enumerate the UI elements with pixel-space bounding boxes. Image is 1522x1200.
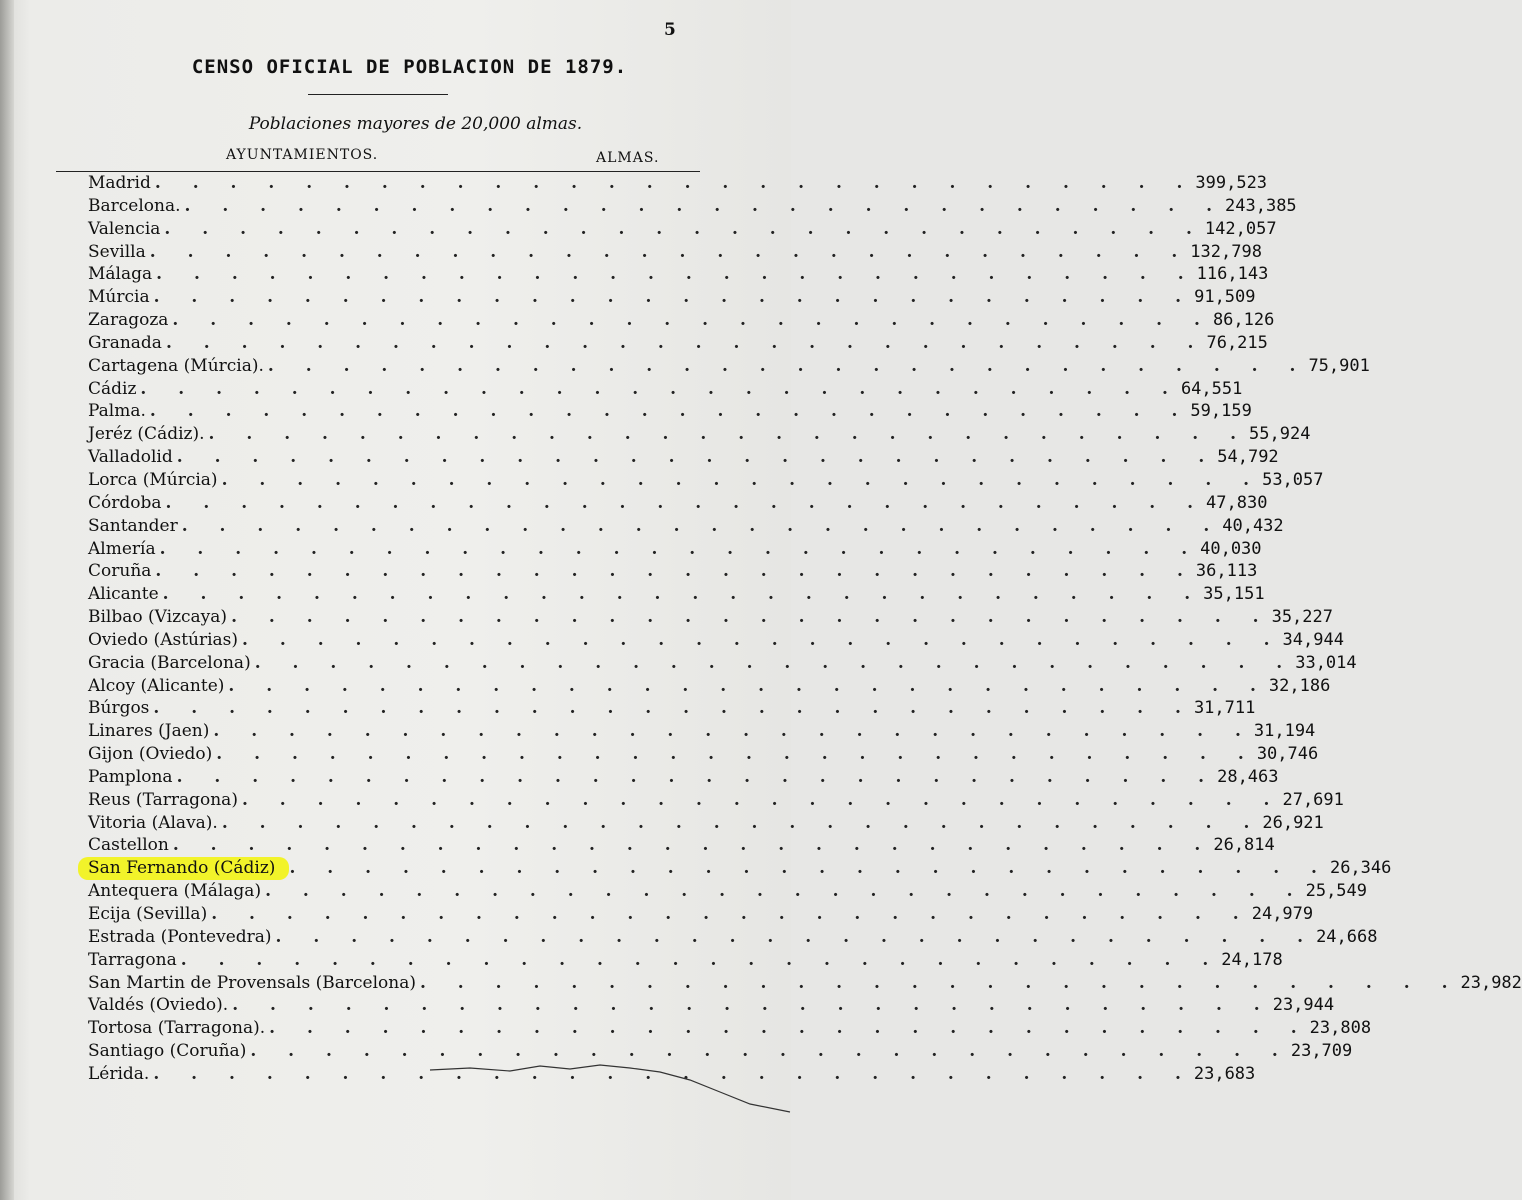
table-row <box>88 1017 1372 1040</box>
table-row <box>88 583 1265 606</box>
page-spine-shadow <box>0 0 14 1200</box>
population-value: 53,057 <box>1262 469 1324 490</box>
table-row <box>88 926 1378 949</box>
municipality-name: Múrcia <box>88 287 150 308</box>
dot-leader: . . . . . . . . . . . . . . . . . . . . . . . . . . . . <box>153 1063 1194 1084</box>
dot-leader: . . . . . . . . . . . . . . . . . . . . . . . . . . . . <box>289 858 1330 879</box>
dot-leader: . . . . . . . . . . . . . . . . . . . . . . . . . . . . <box>275 926 1317 947</box>
table-row <box>88 378 1243 401</box>
table-row <box>88 355 1370 378</box>
title-divider <box>308 94 448 95</box>
population-value: 116,143 <box>1196 264 1269 285</box>
municipality-name: Valladolid <box>88 447 173 468</box>
dot-leader: . . . . . . . . . . . . . . . . . . . . . . . . . . . . <box>153 698 1194 719</box>
municipality-name: Madrid <box>88 173 151 193</box>
municipality-name: Granada <box>88 332 162 353</box>
page-number: 5 <box>664 20 676 40</box>
table-row <box>88 218 1277 241</box>
dot-leader: . . . . . . . . . . . . . . . . . . . . . . . . . . . . <box>165 492 1207 513</box>
table-row <box>88 903 1314 926</box>
dot-leader: . . . . . . . . . . . . . . . . . . . . . . . . . . . . <box>159 538 1201 559</box>
table-row <box>88 515 1284 538</box>
municipality-name: Valencia <box>88 218 161 239</box>
municipality-name: Cádiz <box>88 378 137 399</box>
dot-leader: . . . . . . . . . . . . . . . . . . . . . . . . . . . . <box>180 949 1222 970</box>
page-subtitle: Poblaciones mayores de 20,000 almas. <box>248 114 583 134</box>
dot-leader: . . . . . . . . . . . . . . . . . . . . . . . . . . . . <box>176 766 1218 787</box>
table-row <box>88 972 1522 995</box>
municipality-name: Zaragoza <box>88 310 169 331</box>
table-row <box>88 263 1269 286</box>
dot-leader: . . . . . . . . . . . . . . . . . . . . . . . . . . . . <box>140 378 1181 399</box>
population-value: 25,549 <box>1305 881 1368 902</box>
population-value: 40,432 <box>1222 515 1284 536</box>
column-header-ayuntamientos: AYUNTAMIENTOS. <box>226 147 379 163</box>
dot-leader: . . . . . . . . . . . . . . . . . . . . . . . . . . . . <box>265 881 1306 902</box>
municipality-name: Estrada (Pontevedra) <box>88 926 272 947</box>
population-value: 35,151 <box>1203 584 1265 605</box>
table-row <box>88 606 1333 629</box>
table-row <box>88 994 1335 1017</box>
municipality-name: Gijon (Oviedo) <box>88 744 213 765</box>
dot-leader: . . . . . . . . . . . . . . . . . . . . . . . . . . . . <box>155 561 1196 582</box>
municipality-name: Málaga <box>88 264 153 285</box>
population-value: 23,683 <box>1193 1063 1256 1084</box>
table-row <box>88 309 1275 332</box>
population-value: 34,944 <box>1282 629 1344 650</box>
table-row <box>88 241 1262 264</box>
table-row <box>88 812 1324 835</box>
municipality-name: San Martin de Provensals (Barcelona) <box>88 972 416 993</box>
dot-leader: . . . . . . . . . . . . . . . . . . . . . . . . . . . . <box>176 447 1218 468</box>
table-row <box>88 469 1324 492</box>
dot-leader: . . . . . . . . . . . . . . . . . . . . . . . . . . . . <box>231 607 1272 628</box>
column-header-almas: ALMAS. <box>596 150 660 166</box>
table-row <box>88 492 1268 515</box>
table-row <box>88 1063 1256 1086</box>
population-value: 31,194 <box>1253 721 1316 742</box>
table-row <box>88 743 1319 766</box>
population-value: 59,159 <box>1190 401 1252 422</box>
table-row <box>88 172 1268 195</box>
population-value: 24,668 <box>1316 926 1378 947</box>
table-row <box>88 332 1268 355</box>
population-value: 24,178 <box>1221 949 1283 970</box>
population-value: 30,746 <box>1256 744 1319 765</box>
dot-leader: . . . . . . . . . . . . . . . . . . . . . . . . . . . . <box>228 675 1269 696</box>
dot-leader: . . . . . . . . . . . . . . . . . . . . . . . . . . . . <box>221 812 1263 833</box>
dot-leader: . . . . . . . . . . . . . . . . . . . . . . . . . . . . <box>213 721 1254 742</box>
municipality-name: Alicante <box>88 584 159 605</box>
table-row <box>88 720 1316 743</box>
municipality-name: Tarragona <box>88 949 177 970</box>
population-value: 33,014 <box>1295 652 1357 673</box>
table-row <box>88 766 1279 789</box>
dot-leader: . . . . . . . . . . . . . . . . . . . . . . . . . . . . <box>172 310 1213 331</box>
table-row <box>88 1040 1353 1063</box>
municipality-name: Pamplona <box>88 766 173 787</box>
population-value: 23,709 <box>1290 1041 1353 1062</box>
population-value: 76,215 <box>1206 332 1268 353</box>
population-value: 91,509 <box>1194 287 1256 308</box>
table-row <box>88 675 1331 698</box>
municipality-name: Lérida. <box>88 1063 150 1084</box>
population-value: 23,944 <box>1272 995 1335 1016</box>
population-value: 26,346 <box>1329 858 1392 879</box>
population-value: 64,551 <box>1180 378 1243 399</box>
population-value: 31,711 <box>1193 698 1256 719</box>
municipality-name: Sevilla <box>88 241 146 262</box>
dot-leader: . . . . . . . . . . . . . . . . . . . . . . . . . . . . <box>419 972 1461 993</box>
municipality-name: Córdoba <box>88 492 162 513</box>
municipality-name: Bilbao (Vizcaya) <box>88 607 228 628</box>
dot-leader: . . . . . . . . . . . . . . . . . . . . . . . . . . . . <box>250 1041 1291 1062</box>
municipality-name: Antequera (Málaga) <box>88 881 262 902</box>
municipality-name: Cartagena (Múrcia). <box>88 355 264 376</box>
population-value: 132,798 <box>1190 241 1262 262</box>
table-row <box>88 286 1256 309</box>
municipality-name: Tortosa (Tarragona). <box>88 1018 266 1039</box>
population-value: 28,463 <box>1217 766 1279 787</box>
municipality-name: Jeréz (Cádiz). <box>88 424 205 445</box>
population-value: 35,227 <box>1271 607 1333 628</box>
table-row <box>88 195 1297 218</box>
table-row <box>88 423 1311 446</box>
table-row <box>88 697 1256 720</box>
table-row <box>88 629 1344 652</box>
municipality-name: San Fernando (Cádiz) <box>78 857 289 880</box>
population-value: 40,030 <box>1200 538 1262 559</box>
municipality-name: Santiago (Coruña) <box>88 1041 247 1062</box>
municipality-name: Coruña <box>88 561 152 582</box>
dot-leader: . . . . . . . . . . . . . . . . . . . . . . . . . . . . <box>267 355 1309 376</box>
table-row-highlighted <box>88 857 1392 880</box>
dot-leader: . . . . . . . . . . . . . . . . . . . . . . . . . . . . <box>208 424 1250 445</box>
municipality-name: Reus (Tarragona) <box>88 789 238 810</box>
dot-leader: . . . . . . . . . . . . . . . . . . . . . . . . . . . . <box>254 652 1296 673</box>
municipality-name: Linares (Jaen) <box>88 721 210 742</box>
dot-leader: . . . . . . . . . . . . . . . . . . . . . . . . . . . . <box>181 515 1223 536</box>
municipality-name: Gracia (Barcelona) <box>88 652 251 673</box>
population-value: 47,830 <box>1206 492 1268 513</box>
municipality-name: Ecija (Sevilla) <box>88 904 208 924</box>
municipality-name: Valdés (Oviedo). <box>88 995 229 1016</box>
population-value: 23,808 <box>1309 1018 1372 1039</box>
dot-leader: . . . . . . . . . . . . . . . . . . . . . . . . . . . . <box>164 218 1205 239</box>
municipality-name: Búrgos <box>88 698 150 719</box>
table-row <box>88 880 1368 903</box>
municipality-name: Palma. <box>88 401 146 422</box>
municipality-name: Alcoy (Alicante) <box>88 675 225 696</box>
municipality-name: Lorca (Múrcia) <box>88 469 218 490</box>
dot-leader: . . . . . . . . . . . . . . . . . . . . . . . . . . . . <box>184 195 1226 216</box>
population-value: 32,186 <box>1268 675 1331 696</box>
population-value: 27,691 <box>1282 789 1344 810</box>
dot-leader: . . . . . . . . . . . . . . . . . . . . . . . . . . . . <box>241 789 1283 810</box>
population-value: 243,385 <box>1225 195 1297 216</box>
table-row <box>88 446 1279 469</box>
dot-leader: . . . . . . . . . . . . . . . . . . . . . . . . . . . . <box>165 332 1207 353</box>
table-row <box>88 538 1262 561</box>
municipality-name: Castellon <box>88 835 169 856</box>
municipality-name: Barcelona. <box>88 195 181 216</box>
dot-leader: . . . . . . . . . . . . . . . . . . . . . . . . . . . . <box>156 264 1197 285</box>
dot-leader: . . . . . . . . . . . . . . . . . . . . . . . . . . . . <box>154 173 1196 193</box>
dot-leader: . . . . . . . . . . . . . . . . . . . . . . . . . . . . <box>221 469 1263 490</box>
dot-leader: . . . . . . . . . . . . . . . . . . . . . . . . . . . . <box>149 241 1191 262</box>
population-value: 23,982 <box>1460 972 1522 993</box>
page-title: CENSO OFICIAL DE POBLACION DE 1879. <box>191 56 628 78</box>
table-row <box>88 789 1344 812</box>
table-row <box>88 560 1258 583</box>
municipality-name: Santander <box>88 515 178 536</box>
municipality-name: Almería <box>88 538 156 559</box>
dot-leader: . . . . . . . . . . . . . . . . . . . . . . . . . . . . <box>232 995 1273 1016</box>
population-value: 26,921 <box>1262 812 1324 833</box>
population-value: 24,979 <box>1251 904 1314 924</box>
municipality-name: Oviedo (Astúrias) <box>88 629 239 650</box>
dot-leader: . . . . . . . . . . . . . . . . . . . . . . . . . . . . <box>153 287 1195 308</box>
population-value: 36,113 <box>1195 561 1258 582</box>
population-value: 142,057 <box>1204 218 1277 239</box>
table-row <box>88 652 1357 675</box>
dot-leader: . . . . . . . . . . . . . . . . . . . . . . . . . . . . <box>242 629 1283 650</box>
population-value: 86,126 <box>1212 310 1275 331</box>
table-row <box>88 400 1252 423</box>
population-value: 55,924 <box>1249 424 1311 445</box>
population-value: 54,792 <box>1217 447 1279 468</box>
dot-leader: . . . . . . . . . . . . . . . . . . . . . . . . . . . . <box>162 584 1204 605</box>
population-value: 399,523 <box>1195 173 1268 193</box>
table-row <box>88 834 1275 857</box>
dot-leader: . . . . . . . . . . . . . . . . . . . . . . . . . . . . <box>149 401 1191 422</box>
dot-leader: . . . . . . . . . . . . . . . . . . . . . . . . . . . . <box>211 904 1252 924</box>
dot-leader: . . . . . . . . . . . . . . . . . . . . . . . . . . . . <box>269 1018 1310 1039</box>
census-table <box>88 172 1522 1086</box>
population-value: 75,901 <box>1308 355 1370 376</box>
population-value: 26,814 <box>1213 835 1275 856</box>
dot-leader: . . . . . . . . . . . . . . . . . . . . . . . . . . . . <box>172 835 1214 856</box>
municipality-name: Vitoria (Alava). <box>88 812 218 833</box>
dot-leader: . . . . . . . . . . . . . . . . . . . . . . . . . . . . <box>216 744 1257 765</box>
table-row <box>88 949 1283 972</box>
